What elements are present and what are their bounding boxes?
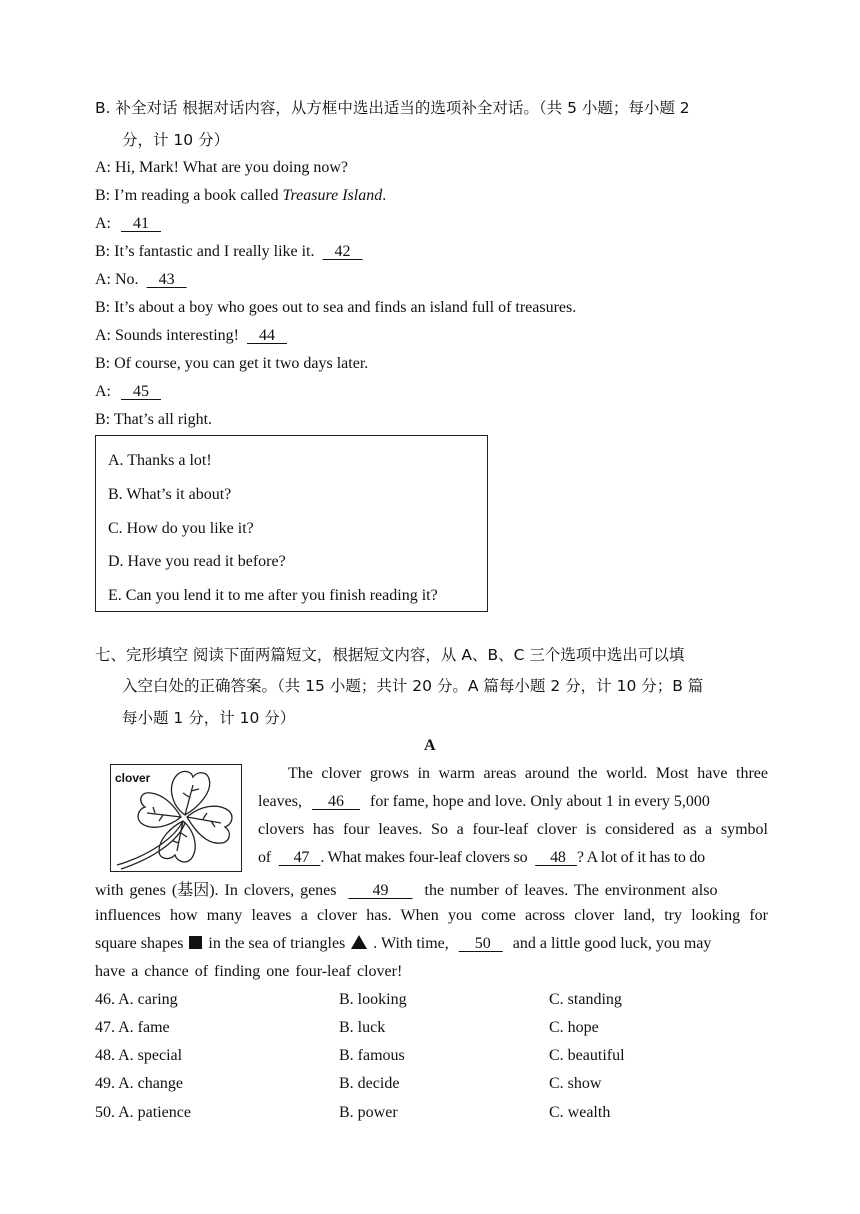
blank-47[interactable]: 47 [293, 849, 310, 866]
q49-option-b[interactable]: B. decide [339, 1075, 400, 1092]
triangle-shape-icon [351, 935, 367, 949]
q48-option-c[interactable]: C. beautiful [549, 1047, 625, 1064]
part7-heading-line1: 七、完形填空 阅读下面两篇短文，根据短文内容，从 A、B、C 三个选项中选出可以填 [95, 646, 685, 664]
dialogue-line-8 [95, 355, 368, 373]
clover-label: clover [115, 771, 151, 785]
passage-line-1: The clover grows in warm areas around the world. Most have three [288, 765, 768, 782]
clover-image [110, 764, 242, 872]
q46-option-a[interactable]: 46. A. caring [95, 991, 178, 1008]
dialogue-line-2 [95, 187, 386, 205]
dialogue-text: That’s all right. [113, 411, 213, 428]
speaker: A: [95, 327, 111, 344]
speaker: A: [95, 215, 111, 232]
dialogue-line-5 [95, 271, 187, 289]
q47-option-a[interactable]: 47. A. fame [95, 1019, 170, 1036]
blank-41[interactable]: 41 [133, 215, 149, 232]
dialogue-text: It’s about a boy who goes out to sea and finds an island full of treasures. [114, 299, 577, 316]
passage-line-8: have a chance of finding one four-leaf clover! [95, 963, 403, 980]
dialogue-line-10 [95, 411, 212, 429]
speaker: B: [95, 299, 111, 316]
dialogue-text: It’s fantastic and I really like it. [114, 243, 315, 260]
dialogue-line-3 [95, 215, 161, 233]
dialogue-line-4 [95, 243, 363, 261]
q47-option-b[interactable]: B. luck [339, 1019, 386, 1036]
speaker: B: [95, 411, 111, 428]
speaker: B: [95, 187, 111, 204]
q49-option-c[interactable]: C. show [549, 1075, 602, 1092]
blank-42[interactable]: 42 [334, 243, 351, 260]
dialogue-line-9 [95, 383, 161, 401]
q46-option-c[interactable]: C. standing [549, 991, 622, 1008]
passage-line-2: leaves, 46 for fame, hope and love. Only about 1 in every 5,000 [258, 793, 710, 810]
part7-heading-line2: 入空白处的正确答案。（共 15 小题；共计 20 分。A 篇每小题 2 分，计 10 分；B 篇 [122, 677, 704, 695]
passage-line-7: square shapes in the sea of triangles . With time, 50 and a little good luck, you may [95, 935, 712, 952]
blank-49[interactable]: 49 [372, 882, 389, 899]
speaker: A: [95, 271, 111, 288]
book-title: Treasure Island [282, 187, 383, 204]
choice-d: D. Have you read it before? [108, 553, 286, 570]
q48-option-a[interactable]: 48. A. special [95, 1047, 183, 1064]
speaker: A: [95, 383, 111, 400]
dialogue-line-1 [95, 159, 348, 177]
q50-option-b[interactable]: B. power [339, 1104, 398, 1121]
partB-heading-line2: 分，计 10 分） [122, 131, 230, 149]
choice-a: A. Thanks a lot! [108, 452, 212, 469]
q47-option-c[interactable]: C. hope [549, 1019, 599, 1036]
q49-option-a[interactable]: 49. A. change [95, 1075, 183, 1092]
speaker: B: [95, 355, 111, 372]
blank-45[interactable]: 45 [133, 383, 149, 400]
dialogue-text: Of course, you can get it two days later. [114, 355, 369, 372]
partB-heading-line1: B. 补全对话 根据对话内容，从方框中选出适当的选项补全对话。（共 5 小题；每小题 2 [95, 99, 690, 117]
passage-title: A [424, 737, 436, 754]
passage-line-3: clovers has four leaves. So a four-leaf clover is considered as a symbol [258, 821, 768, 838]
dialogue-text: Sounds interesting! [115, 327, 239, 344]
dialogue-line-6 [95, 299, 576, 317]
passage-line-5: with genes (基因). In clovers, genes 49 the number of leaves. The environment also [95, 882, 718, 899]
choice-e: E. Can you lend it to me after you finish reading it? [108, 587, 438, 604]
passage-line-6: influences how many leaves a clover has. When you come across clover land, try looking for [95, 907, 768, 924]
q46-option-b[interactable]: B. looking [339, 991, 407, 1008]
blank-48[interactable]: 48 [550, 849, 566, 866]
blank-43[interactable]: 43 [158, 271, 175, 288]
speaker: B: [95, 243, 111, 260]
q50-option-a[interactable]: 50. A. patience [95, 1104, 191, 1121]
blank-44[interactable]: 44 [259, 327, 275, 344]
q48-option-b[interactable]: B. famous [339, 1047, 405, 1064]
blank-50[interactable]: 50 [474, 935, 491, 952]
speaker: A: [95, 159, 111, 176]
choice-b: B. What’s it about? [108, 486, 232, 503]
choice-c: C. How do you like it? [108, 520, 254, 537]
dialogue-text: Hi, Mark! What are you doing now? [115, 159, 348, 176]
dialogue-text: I’m reading a book called [114, 187, 283, 204]
dialogue-line-7 [95, 327, 287, 345]
passage-line-4: of 47 . What makes four-leaf clovers so 48 ? A lot of it has to do [258, 849, 705, 866]
dialogue-text: . [382, 187, 387, 204]
blank-46[interactable]: 46 [327, 793, 344, 810]
part7-heading-line3: 每小题 1 分，计 10 分） [122, 709, 296, 727]
q50-option-c[interactable]: C. wealth [549, 1104, 611, 1121]
choices-box [95, 435, 488, 612]
square-shape-icon [189, 936, 202, 949]
dialogue-text: No. [115, 271, 139, 288]
